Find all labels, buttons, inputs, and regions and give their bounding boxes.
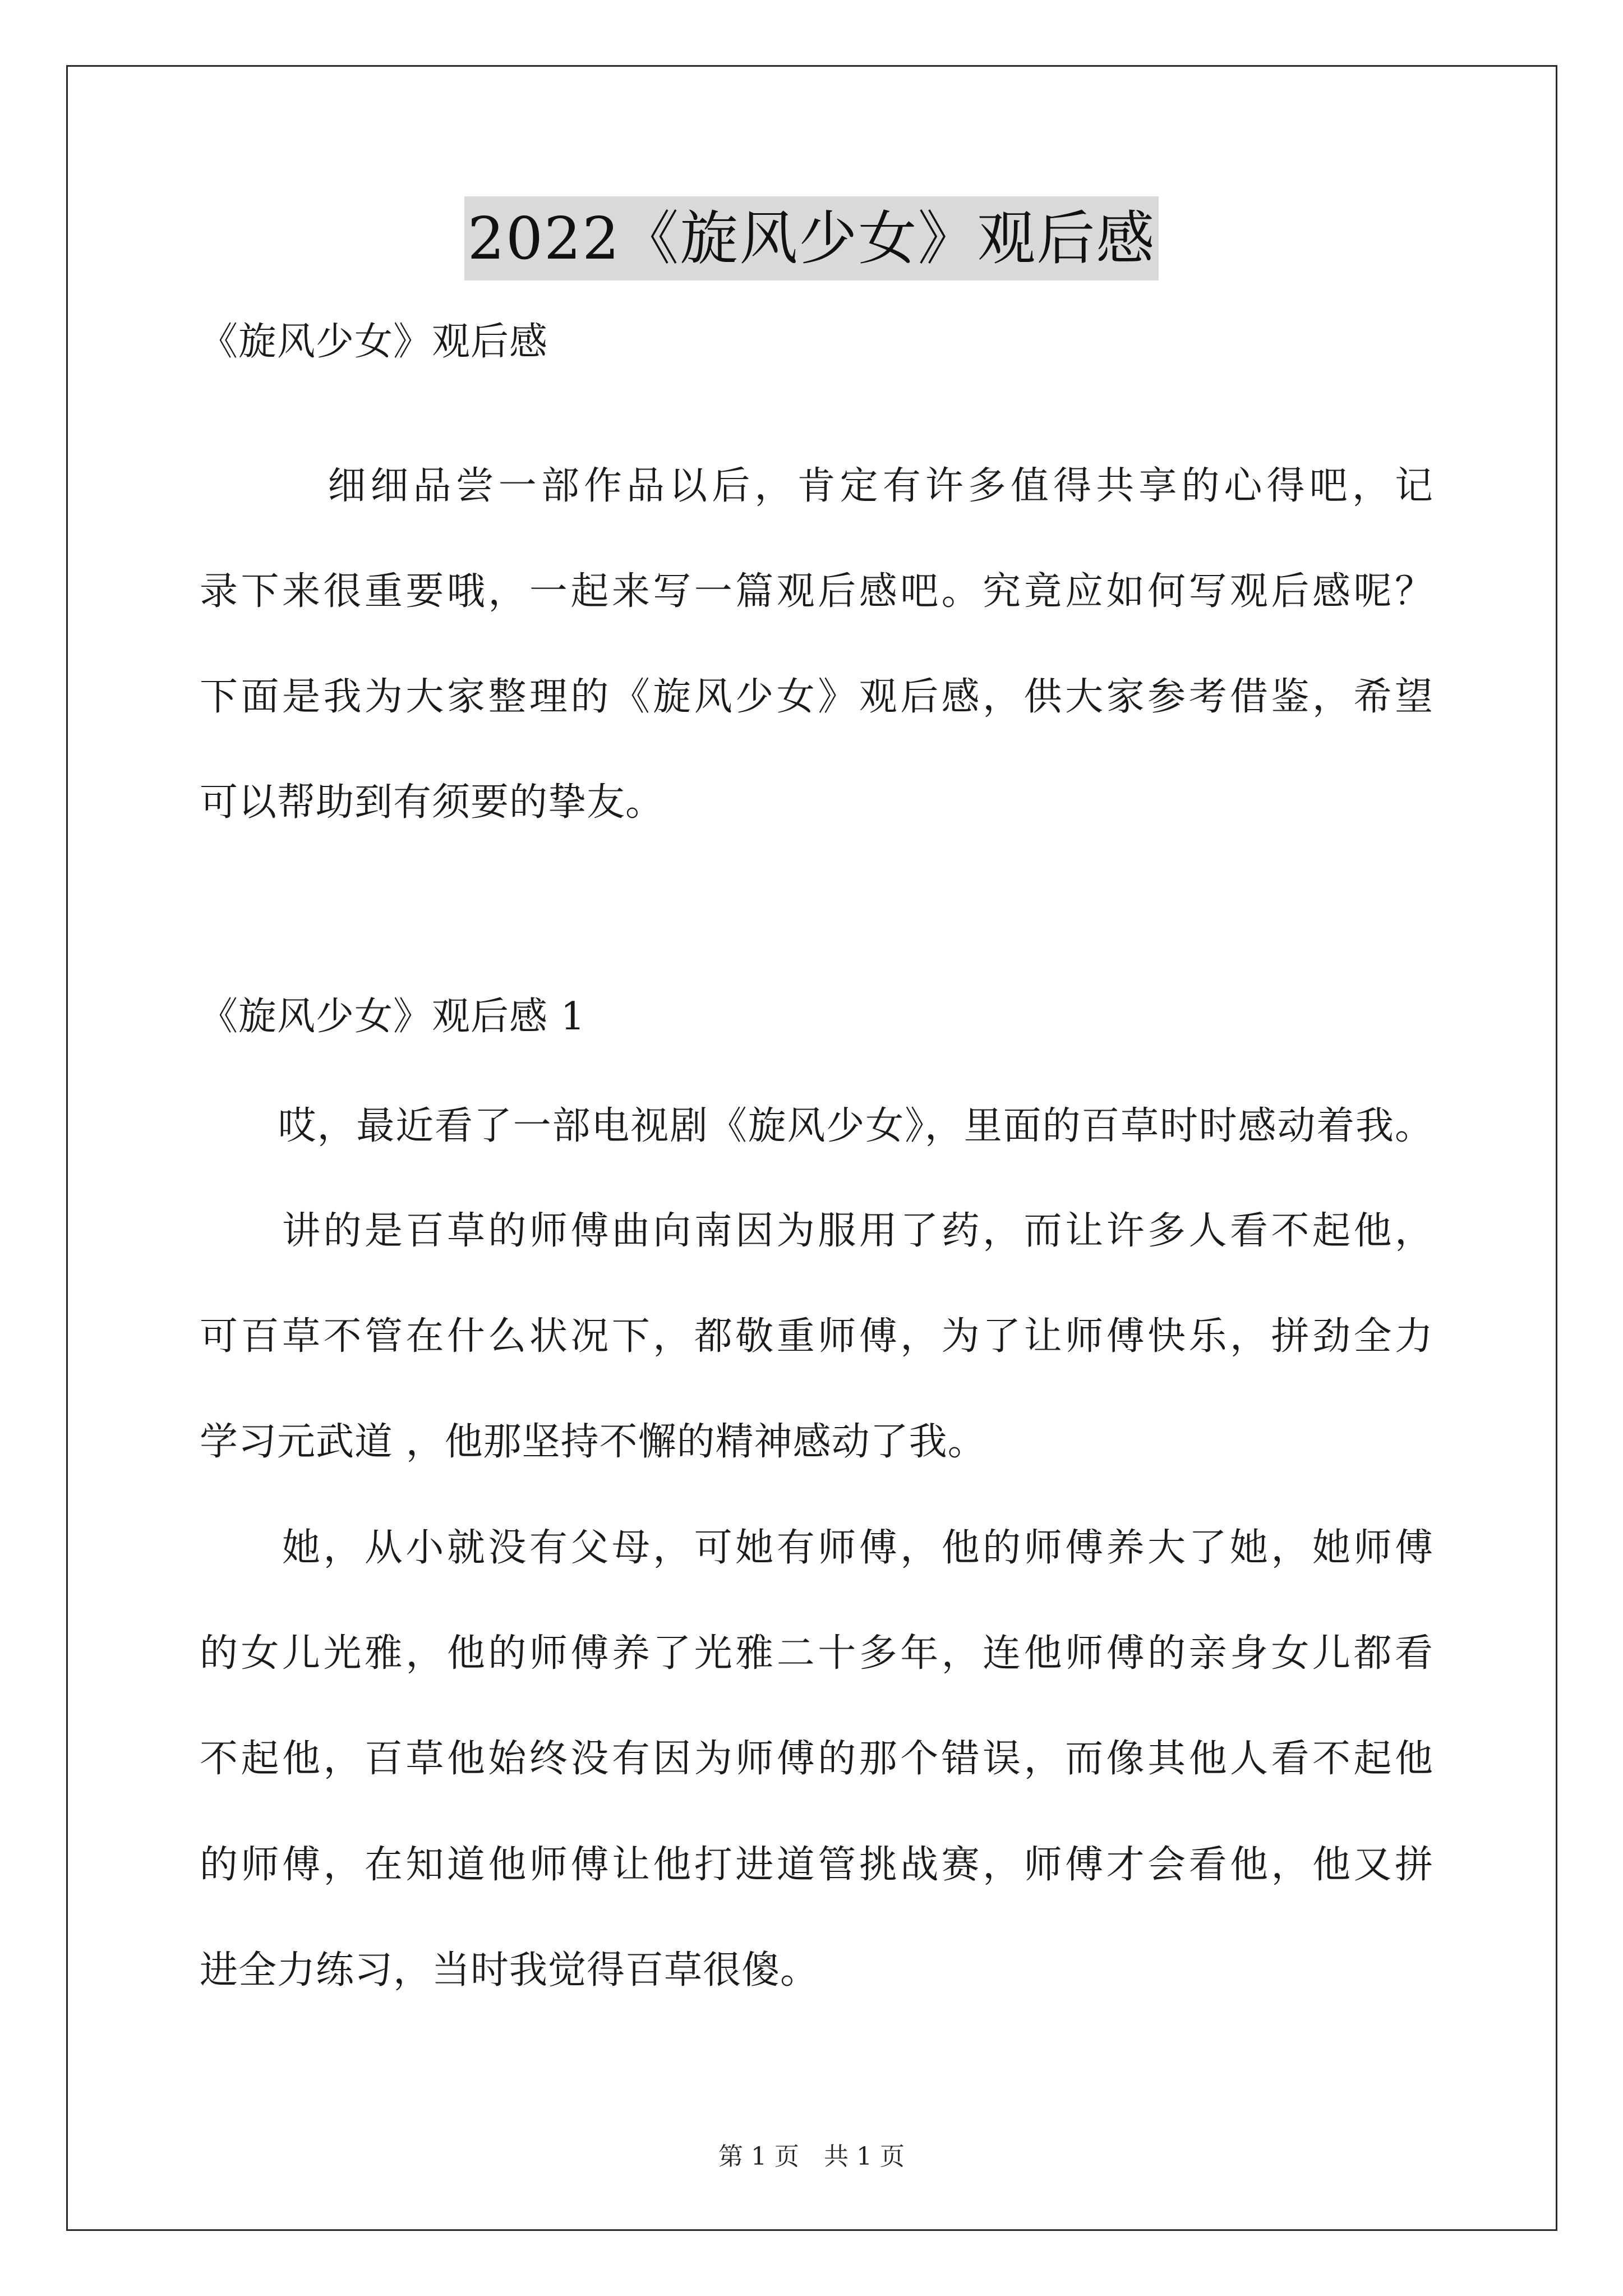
paragraph-line: 哎，最近看了一部电视剧《旋风少女》，里面的百草时时感动着我。 xyxy=(200,1104,1433,1148)
paragraph-line: 她，从小就没有父母，可她有师傅，他的师傅养大了她，她师傅 xyxy=(200,1526,1433,1570)
paragraph-line: 可以帮助到有须要的挚友。 xyxy=(200,780,665,825)
section-heading: 《旋风少女》观后感 xyxy=(200,320,548,364)
section-heading: 《旋风少女》观后感 1 xyxy=(200,995,585,1039)
paragraph-line: 可百草不管在什么状况下，都敬重师傅，为了让师傅快乐，拼劲全力 xyxy=(200,1314,1433,1359)
paragraph-line: 讲的是百草的师傅曲向南因为服用了药，而让许多人看不起他， xyxy=(200,1209,1433,1253)
paragraph-line: 学习元武道 ，他那坚持不懈的精神感动了我。 xyxy=(200,1420,986,1464)
paragraph-line: 不起他，百草他始终没有因为师傅的那个错误，而像其他人看不起他 xyxy=(200,1737,1433,1781)
title-container xyxy=(0,196,1623,280)
paragraph-line: 的师傅，在知道他师傅让他打进道管挑战赛，师傅才会看他，他又拼 xyxy=(200,1843,1433,1887)
paragraph-line: 录下来很重要哦，一起来写一篇观后感吧。究竟应如何写观后感呢？ xyxy=(200,569,1433,614)
paragraph-line: 下面是我为大家整理的《旋风少女》观后感，供大家参考借鉴，希望 xyxy=(200,675,1433,719)
paragraph-line: 进全力练习，当时我觉得百草很傻。 xyxy=(200,1948,819,1993)
document-title: 2022《旋风少女》观后感 xyxy=(464,196,1159,280)
paragraph-line: 细细品尝一部作品以后，肯定有许多值得共享的心得吧，记 xyxy=(200,464,1433,508)
paragraph-line: 的女儿光雅，他的师傅养了光雅二十多年，连他师傅的亲身女儿都看 xyxy=(200,1631,1433,1676)
page-footer: 第 1 页 共 1 页 xyxy=(718,2142,905,2171)
